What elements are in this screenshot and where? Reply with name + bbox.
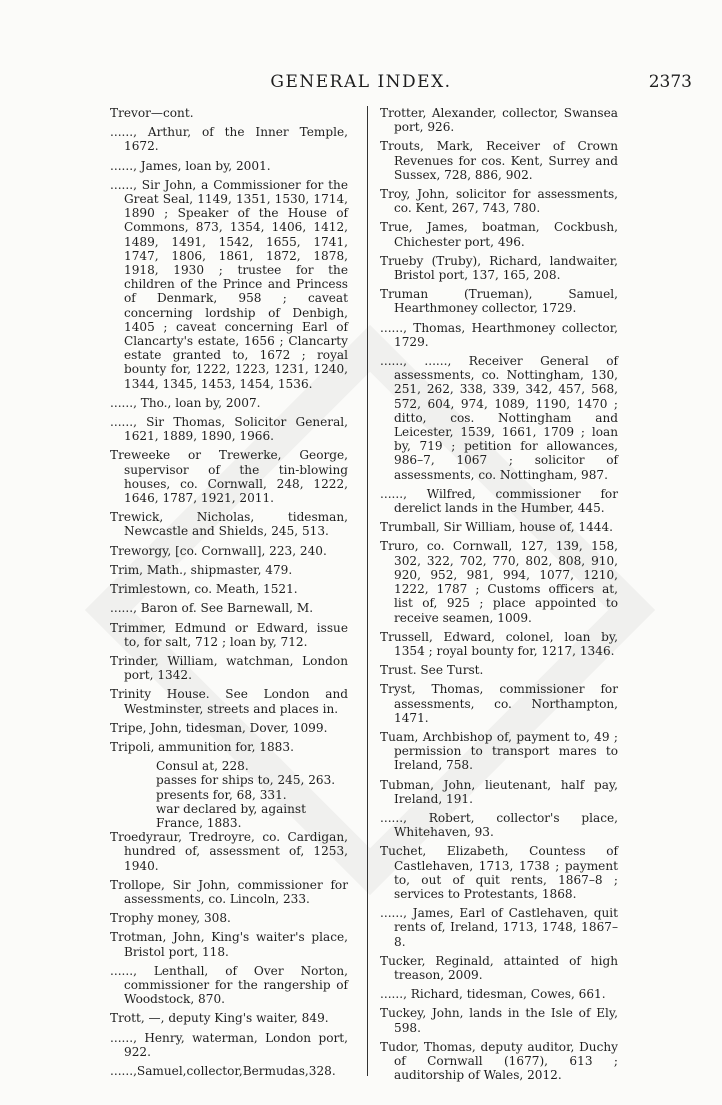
index-entry: ......, Lenthall, of Over Norton, commissioner for the rangership of Woodstock, 870. <box>110 963 348 1007</box>
index-entry: Truro, co. Cornwall, 127, 139, 158, 302, 322, 702, 770, 802, 808, 910, 920, 952, 981, 994, 1077, 1210, 1222, 1787 ; Customs officers at, list of, 925 ; place appointed to receive seamen, 1009. <box>380 539 618 625</box>
index-entry: Tripe, John, tidesman, Dover, 1099. <box>110 720 328 735</box>
index-entry: ......, James, Earl of Castlehaven, quit rents of, Ireland, 1713, 1748, 1867–8. <box>380 906 618 949</box>
index-entry: Trussell, Edward, colonel, loan by, 1354 ; royal bounty for, 1217, 1346. <box>380 629 618 658</box>
index-entry: ......, Tho., loan by, 2007. <box>110 395 261 410</box>
index-entry: ......, Henry, waterman, London port, 922. <box>110 1030 348 1059</box>
index-entry: ......, Baron of. See Barnewall, M. <box>110 601 314 616</box>
index-entry: Tucker, Reginald, attainted of high treason, 2009. <box>380 953 618 982</box>
index-entry: Troedyraur, Tredroyre, co. Cardigan, hundred of, assessment of, 1253, 1940. <box>110 830 348 873</box>
index-entry: ......, ......, Receiver General of assessments, co. Nottingham, 130, 251, 262, 338, 339, 342, 457, 568, 572, 604, 974, 1089, 1190, 1470 ; ditto, cos. Nottingham and Leicester, 1539, 1661, 1709 ; loan by, 719 ; petition for allowances, 986–7, 1067 ; solicitor of assessments, co. Nottingham, 987. <box>380 354 618 482</box>
column-divider <box>367 106 368 1076</box>
index-entry: Trollope, Sir John, commissioner for assessments, co. Lincoln, 233. <box>110 877 348 906</box>
index-entry: Consul at, 228. <box>156 759 249 774</box>
left-column <box>110 106 348 1083</box>
index-entry: Treweeke or Trewerke, George, supervisor of the tin-blowing houses, co. Cornwall, 248, 1222, 1646, 1787, 1921, 2011. <box>110 448 348 506</box>
index-entry: Trumball, Sir William, house of, 1444. <box>380 520 614 535</box>
right-column <box>380 106 618 1087</box>
index-entry: Trotter, Alexander, collector, Swansea port, 926. <box>380 106 618 135</box>
index-entry: Trinity House. See London and Westminster, streets and places in. <box>110 687 348 716</box>
index-entry: Tudor, Thomas, deputy auditor, Duchy of Cornwall (1677), 613 ; auditorship of Wales, 2012. <box>380 1039 618 1083</box>
index-entry: ......, Sir Thomas, Solicitor General, 1621, 1889, 1890, 1966. <box>110 415 348 444</box>
index-entry: ......, Robert, collector's place, Whitehaven, 93. <box>380 810 618 840</box>
index-entry: Tuchet, Elizabeth, Countess of Castlehaven, 1713, 1738 ; payment to, out of quit rents, 1867–8 ; services to Protestants, 1868. <box>380 844 618 901</box>
index-entry: Trophy money, 308. <box>110 911 231 926</box>
index-entry: war declared by, against France, 1883. <box>156 801 307 830</box>
index-entry: Trimlestown, co. Meath, 1521. <box>110 582 298 597</box>
index-entry: True, James, boatman, Cockbush, Chichester port, 496. <box>380 220 618 249</box>
index-entry: Tripoli, ammunition for, 1883. <box>110 739 294 754</box>
index-entry: Trevor—cont. <box>110 106 194 120</box>
index-entry: Truman (Trueman), Samuel, Hearthmoney collector, 1729. <box>380 287 618 316</box>
page-title: GENERAL INDEX. <box>270 72 452 92</box>
page-number: 2373 <box>648 72 692 92</box>
index-entry: Trim, Math., shipmaster, 479. <box>110 562 293 577</box>
index-entry: ......, Thomas, Hearthmoney collector, 1729. <box>380 320 618 349</box>
index-entry: Tryst, Thomas, commissioner for assessments, co. Northampton, 1471. <box>380 682 618 725</box>
index-entry: Trewick, Nicholas, tidesman, Newcastle and Shields, 245, 513. <box>110 510 348 539</box>
index-entry: Trinder, William, watchman, London port, 1342. <box>110 653 348 683</box>
index-entry: Trotman, John, King's waiter's place, Bristol port, 118. <box>110 930 348 959</box>
index-entry: Trimmer, Edmund or Edward, issue to, for salt, 712 ; loan by, 712. <box>110 620 348 649</box>
page-header <box>0 72 722 98</box>
index-entry: Trueby (Truby), Richard, landwaiter, Bristol port, 137, 165, 208. <box>380 253 618 283</box>
index-entry: Trust. See Turst. <box>380 663 484 678</box>
index-entry: ......, Richard, tidesman, Cowes, 661. <box>380 987 606 1002</box>
index-entry: passes for ships to, 245, 263. <box>156 773 336 788</box>
index-entry: Treworgy, [co. Cornwall], 223, 240. <box>110 543 327 558</box>
index-entry: ......, James, loan by, 2001. <box>110 158 271 173</box>
index-entry: Tuam, Archbishop of, payment to, 49 ; permission to transport mares to Ireland, 758. <box>380 729 618 773</box>
index-entry: ......, Wilfred, commissioner for derelict lands in the Humber, 445. <box>380 486 618 516</box>
index-entry: ......, Arthur, of the Inner Temple, 1672. <box>110 125 348 154</box>
index-entry: presents for, 68, 331. <box>156 787 287 802</box>
index-entry: Troy, John, solicitor for assessments, co. Kent, 267, 743, 780. <box>380 187 618 216</box>
index-entry: Tubman, John, lieutenant, half pay, Ireland, 191. <box>380 777 618 806</box>
index-entry: Tuckey, John, lands in the Isle of Ely, 598. <box>380 1006 618 1035</box>
index-entry: Trouts, Mark, Receiver of Crown Revenues for cos. Kent, Surrey and Sussex, 728, 886, 902. <box>380 139 618 182</box>
index-entry: ......, Sir John, a Commissioner for the Great Seal, 1149, 1351, 1530, 1714, 1890 ; Speaker of the House of Commons, 873, 1354, 1406, 1412, 1489, 1491, 1542, 1655, 1741, 1747, 1806, 1861, 1872, 1878, 1918, 1930 ; trustee for the children of the Prince and Princess of Denmark, 958 ; caveat concerning lordship of Denbigh, 1405 ; caveat concerning Earl of Clancarty's estate, 1656 ; Clancarty estate granted to, 1672 ; royal bounty for, 1222, 1223, 1231, 1240, 1344, 1345, 1453, 1454, 1536. <box>110 177 348 391</box>
index-entry: ......,Samuel,collector,Bermudas,328. <box>110 1063 336 1078</box>
index-entry: Trott, —, deputy King's waiter, 849. <box>110 1011 329 1026</box>
